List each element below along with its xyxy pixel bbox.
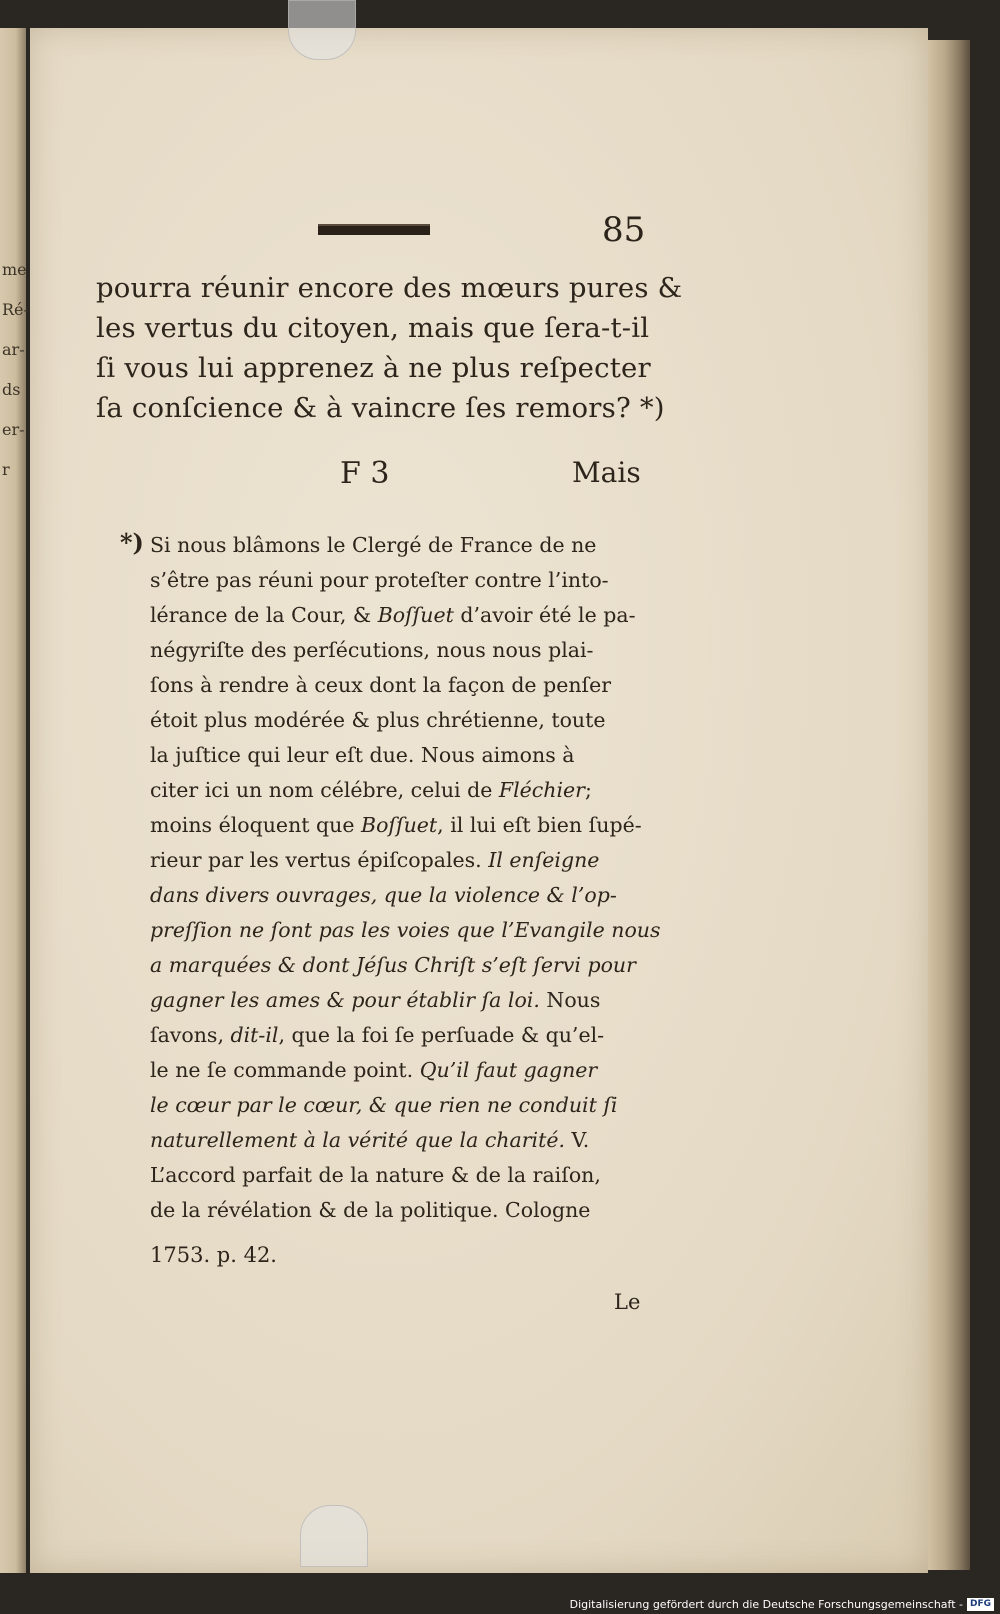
text-segment: d’avoir été le pa- [453,603,636,627]
catchword-bottom: Le [614,1290,641,1314]
catchword: Mais [572,456,641,489]
italic-segment: a marquées & dont Jéſus Chriſt s’eſt ſervi pour [150,953,636,977]
footnote-line [150,633,640,668]
text-segment: ſons à rendre à ceux dont la façon de penſer [150,673,612,697]
italic-segment: Boſſuet [361,813,438,837]
footnote-line [150,1158,640,1193]
text-segment: Si nous blâmons le Clergé de France de ne [150,533,597,557]
text-segment: , il lui eſt bien ſupé- [437,813,642,837]
signature-mark: F 3 [340,456,390,491]
footnote-line [150,1123,640,1158]
text-segment: négyriſte des perſécutions, nous nous plai- [150,638,594,662]
facing-page-fragment: r [2,460,10,479]
text-segment: ſavons, [150,1023,231,1047]
footnote-line [150,948,640,983]
footnote-line [150,598,640,633]
footnote-line [150,983,640,1018]
text-line: les vertus du citoyen, mais que ſera-t-il [96,312,650,344]
text-line: ſa conſcience & à vaincre ſes remors? *) [96,392,665,424]
main-text [96,268,683,428]
footnote-line [150,1018,640,1053]
footnote-marker: *) [120,528,144,557]
footnote-line [150,1088,640,1123]
text-segment: moins éloquent que [150,813,361,837]
facing-page-fragment: Ré- [2,300,29,319]
facing-page-fragment: ar- [2,340,25,359]
italic-segment: Fléchier [498,778,585,802]
text-segment: lérance de la Cour, & [150,603,378,627]
footnote-line [150,563,640,598]
italic-segment: preſſion ne ſont pas les voies que l’Evangile nous [150,918,661,942]
footnote-line [150,1053,640,1088]
italic-segment: Boſſuet [377,603,454,627]
facing-page-fragment: er- [2,420,25,439]
footnote-last-line: 1753. p. 42. [150,1243,277,1267]
footnote-line [150,773,640,808]
text-segment: de la révélation & de la politique. Cologne [150,1198,591,1222]
text-line: ſi vous lui apprenez à ne plus reſpecter [96,352,651,384]
footnote-line [150,738,640,773]
text-segment: Nous [539,988,601,1012]
footnote-line [150,1193,640,1228]
text-segment: L’accord parfait de la nature & de la raiſon, [150,1163,601,1187]
credit-text: Digitalisierung gefördert durch die Deutsche Forschungsgemeinschaft - [569,1597,963,1611]
text-segment: s’être pas réuni pour proteſter contre l’into- [150,568,609,592]
facing-page-edge [0,28,29,1573]
italic-segment: dans divers ouvrages, que la violence & l’op- [150,883,617,907]
text-segment: citer ici un nom célébre, celui de [150,778,499,802]
dfg-logo: DFG [967,1598,994,1611]
footnote-line [150,808,640,843]
text-segment: ; [584,778,592,802]
text-segment: V. [564,1128,590,1152]
footnote-line [150,668,640,703]
footnote-line [150,878,640,913]
text-segment: rieur par les vertus épiſcopales. [150,848,489,872]
footnote-line [150,703,640,738]
italic-segment: gagner les ames & pour établir ſa loi. [150,988,540,1012]
footnote [150,528,661,1228]
digitization-credit [570,1596,994,1612]
italic-segment: Qu’il faut gagner [419,1058,598,1082]
page-number: 85 [602,210,646,250]
footnote-line [150,528,640,563]
text-segment: le ne ſe commande point. [150,1058,420,1082]
text-segment: étoit plus modérée & plus chrétienne, toute [150,708,606,732]
text-segment: la juſtice qui leur eſt due. Nous aimons à [150,743,575,767]
italic-segment: dit-il [230,1023,279,1047]
text-segment: , que la foi ſe perſuade & qu’el- [278,1023,605,1047]
page-block-edge [928,40,970,1570]
text-line: pourra réunir encore des mœurs pures & [96,272,683,304]
glass-clip-bottom [300,1505,368,1567]
footnote-line [150,843,640,878]
italic-segment: le cœur par le cœur, & que rien ne conduit ſi [150,1093,618,1117]
facing-page-fragment: ds [2,380,21,399]
italic-segment: Il enſeigne [488,848,600,872]
footnote-line [150,913,661,948]
head-ornament-rule [318,224,430,235]
facing-page-fragment: me [2,260,27,279]
italic-segment: naturellement à la vérité que la charité. [150,1128,565,1152]
glass-clip-top [288,0,356,60]
